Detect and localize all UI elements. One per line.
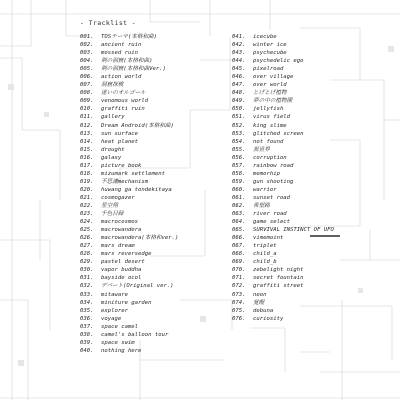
track-item xyxy=(232,178,334,186)
track-item xyxy=(80,170,178,178)
track-number: 071. xyxy=(232,275,246,282)
track-item xyxy=(232,242,334,250)
track-number: 038. xyxy=(80,331,94,338)
track-title: Dream Android(本格和曲) xyxy=(101,122,174,129)
track-item xyxy=(232,130,334,138)
track-title: action world xyxy=(101,74,142,81)
track-item xyxy=(232,73,334,81)
track-title: nothing here xyxy=(101,347,142,354)
track-title: miniture garden xyxy=(101,299,152,306)
track-title: corruption xyxy=(253,154,287,161)
track-title: mitaware xyxy=(101,291,128,298)
track-number: 025. xyxy=(80,227,94,234)
track-title: jellyfish xyxy=(253,106,284,113)
track-number: 022. xyxy=(80,202,94,209)
track-number: 016. xyxy=(80,154,94,161)
track-number: 026. xyxy=(80,235,94,242)
track-item xyxy=(232,194,334,202)
track-number: 049. xyxy=(232,98,246,105)
track-number: 019. xyxy=(80,178,94,185)
track-number: 039. xyxy=(80,339,94,346)
track-item xyxy=(80,226,178,234)
track-number: 054. xyxy=(232,138,246,145)
track-item xyxy=(80,105,178,113)
track-title: rainbow road xyxy=(253,162,294,169)
track-title: warrior xyxy=(253,186,277,193)
track-title: over village xyxy=(253,74,294,81)
track-title: triplet xyxy=(253,243,277,250)
track-title: gallery xyxy=(101,114,125,121)
track-title: graffiti street xyxy=(253,283,304,290)
track-item xyxy=(80,202,178,210)
track-title: sun surface xyxy=(101,130,139,137)
track-item xyxy=(232,218,334,226)
track-number: 046. xyxy=(232,74,246,81)
track-number: 052. xyxy=(232,122,246,129)
track-title: mizumark settlement xyxy=(101,170,165,177)
track-title: bayside ocol xyxy=(101,275,142,282)
track-number: 059. xyxy=(232,178,246,185)
track-number: 042. xyxy=(232,42,246,49)
track-title: huwang ga tondekitaya xyxy=(101,186,172,193)
track-title: neon xyxy=(253,291,267,298)
track-title: explorer xyxy=(101,307,128,314)
track-title: secret fountain xyxy=(253,275,304,282)
track-title: icecube xyxy=(253,34,277,40)
track-title: ancient ruin xyxy=(101,42,142,49)
track-title: macrowandera xyxy=(101,227,142,234)
track-item xyxy=(80,33,178,41)
track-item xyxy=(80,154,178,162)
track-title: macrowandera(本格和ver.) xyxy=(101,235,179,242)
track-item xyxy=(232,41,334,49)
track-item xyxy=(232,234,334,242)
track-number: 017. xyxy=(80,162,94,169)
track-number: 053. xyxy=(232,130,246,137)
track-item xyxy=(80,299,178,307)
track-number: 012. xyxy=(80,122,94,129)
track-number: 014. xyxy=(80,138,94,145)
track-title: sunset road xyxy=(253,194,291,201)
track-title: 迷いのオルゴール xyxy=(101,90,146,97)
track-number: 072. xyxy=(232,283,246,290)
track-item xyxy=(80,234,178,242)
track-item xyxy=(232,307,334,315)
track-item xyxy=(232,154,334,162)
track-number: 060. xyxy=(232,186,246,193)
track-number: 006. xyxy=(80,74,94,81)
tracklist-column-right xyxy=(232,33,334,323)
track-title: winter ice xyxy=(253,42,287,49)
track-title: child_a xyxy=(253,251,277,258)
track-item xyxy=(232,266,334,274)
track-number: 031. xyxy=(80,275,94,282)
track-item xyxy=(232,274,334,282)
track-item xyxy=(232,89,334,97)
track-item xyxy=(80,73,178,81)
track-item xyxy=(80,307,178,315)
track-number: 024. xyxy=(80,219,94,226)
track-item xyxy=(80,130,178,138)
track-item xyxy=(80,97,178,105)
track-item xyxy=(80,162,178,170)
track-number: 013. xyxy=(80,130,94,137)
track-title: 星空翔 xyxy=(101,202,118,209)
track-number: 005. xyxy=(80,66,94,73)
track-title: curiosity xyxy=(253,315,284,322)
track-title: 覚醒 xyxy=(253,299,265,306)
track-item xyxy=(80,242,178,250)
track-number: 069. xyxy=(232,259,246,266)
track-number: 037. xyxy=(80,323,94,330)
track-title: TOSテーマ(本格和曲) xyxy=(101,34,157,40)
track-number: 041. xyxy=(232,34,246,40)
track-number: 036. xyxy=(80,315,94,322)
track-number: 043. xyxy=(232,50,246,57)
track-title: camel's balloon tour xyxy=(101,331,169,338)
track-title: cosmogazer xyxy=(101,194,135,201)
track-item xyxy=(80,89,178,97)
track-title: space swim xyxy=(101,339,135,346)
track-item xyxy=(80,178,178,186)
track-number: 065. xyxy=(232,227,246,234)
track-number: 023. xyxy=(80,211,94,218)
track-item xyxy=(80,210,178,218)
track-number: 040. xyxy=(80,347,94,354)
track-title: vapor buddha xyxy=(101,267,142,274)
track-title: SURVIVAL INSTINCT OF UFO xyxy=(253,227,334,234)
track-number: 034. xyxy=(80,299,94,306)
track-item xyxy=(232,138,334,146)
track-title: とげとげ植物 xyxy=(253,90,287,97)
track-title: 剣の洞窟(本格和曲Ver.) xyxy=(101,66,166,73)
track-title: macrocosmos xyxy=(101,219,139,226)
tracklist-column-left xyxy=(80,33,178,355)
track-title: zebelight night xyxy=(253,267,304,274)
track-item xyxy=(232,122,334,130)
track-number: 007. xyxy=(80,82,94,89)
track-item xyxy=(232,57,334,65)
track-number: 066. xyxy=(232,235,246,242)
track-item xyxy=(232,282,334,290)
track-number: 027. xyxy=(80,243,94,250)
track-item xyxy=(232,65,334,73)
track-item xyxy=(80,49,178,57)
track-number: 051. xyxy=(232,114,246,121)
track-title: child_b xyxy=(253,259,277,266)
track-number: 030. xyxy=(80,267,94,274)
track-item xyxy=(232,315,334,323)
track-item xyxy=(232,258,334,266)
track-item xyxy=(80,81,178,89)
track-title: mars dream xyxy=(101,243,135,250)
track-title: psychedelic ego xyxy=(253,58,304,65)
track-number: 076. xyxy=(232,315,246,322)
track-item xyxy=(80,65,178,73)
track-item xyxy=(232,291,334,299)
track-title: 洞窟探検 xyxy=(101,82,124,89)
track-item xyxy=(232,170,334,178)
track-item xyxy=(80,258,178,266)
track-number: 033. xyxy=(80,291,94,298)
track-title: river road xyxy=(253,211,287,218)
track-number: 015. xyxy=(80,146,94,153)
track-title: venomous world xyxy=(101,98,149,105)
track-title: mars reversedge xyxy=(101,251,152,258)
track-item xyxy=(232,105,334,113)
track-title: 不思議mechanism xyxy=(101,178,149,185)
track-item xyxy=(80,347,178,355)
track-title: pastel desert xyxy=(101,259,145,266)
track-item xyxy=(80,218,178,226)
track-item xyxy=(232,250,334,258)
track-item xyxy=(80,57,178,65)
track-number: 063. xyxy=(232,211,246,218)
track-item xyxy=(80,113,178,121)
track-number: 064. xyxy=(232,219,246,226)
track-title: space camel xyxy=(101,323,139,330)
track-number: 061. xyxy=(232,194,246,201)
track-title: gun shooting xyxy=(253,178,294,185)
track-number: 047. xyxy=(232,82,246,89)
track-item xyxy=(80,194,178,202)
track-number: 003. xyxy=(80,50,94,57)
track-number: 074. xyxy=(232,299,246,306)
track-title: drought xyxy=(101,146,125,153)
track-title: 異世界 xyxy=(253,146,270,153)
track-item xyxy=(80,186,178,194)
track-item xyxy=(232,202,334,210)
track-title: game select xyxy=(253,219,291,226)
track-title: pixelroad xyxy=(253,66,284,73)
track-number: 045. xyxy=(232,66,246,73)
track-item xyxy=(80,250,178,258)
track-number: 073. xyxy=(232,291,246,298)
track-number: 011. xyxy=(80,114,94,121)
track-item xyxy=(232,33,334,41)
track-number: 009. xyxy=(80,98,94,105)
track-title: picture book xyxy=(101,162,142,169)
track-number: 058. xyxy=(232,170,246,177)
track-number: 002. xyxy=(80,42,94,49)
track-title: mossed ruin xyxy=(101,50,139,57)
track-item xyxy=(232,186,334,194)
track-number: 062. xyxy=(232,202,246,209)
track-item xyxy=(80,266,178,274)
track-title: 夢の中の植物園 xyxy=(253,98,293,105)
track-title: galaxy xyxy=(101,154,122,161)
track-item xyxy=(232,146,334,154)
track-title: debuna xyxy=(253,307,274,314)
track-number: 008. xyxy=(80,90,94,97)
track-number: 028. xyxy=(80,251,94,258)
track-number: 048. xyxy=(232,90,246,97)
track-title: not found xyxy=(253,138,284,145)
track-title: 希望路 xyxy=(253,202,270,209)
track-item xyxy=(80,274,178,282)
track-title: 剣の洞窟(本格和曲) xyxy=(101,58,153,65)
track-number: 044. xyxy=(232,58,246,65)
track-title: virus field xyxy=(253,114,291,121)
track-title: graffiti ruin xyxy=(101,106,145,113)
track-number: 035. xyxy=(80,307,94,314)
track-title: voyage xyxy=(101,315,122,322)
track-item xyxy=(232,113,334,121)
track-title: psychecube xyxy=(253,50,287,57)
track-item xyxy=(80,41,178,49)
track-number: 070. xyxy=(232,267,246,274)
track-item xyxy=(80,138,178,146)
track-item xyxy=(80,339,178,347)
track-item xyxy=(80,282,178,290)
track-item xyxy=(232,162,334,170)
track-title: 千色目録 xyxy=(101,211,124,218)
track-title: glitched screen xyxy=(253,130,304,137)
track-number: 001. xyxy=(80,34,94,40)
track-item xyxy=(80,331,178,339)
track-number: 010. xyxy=(80,106,94,113)
track-item xyxy=(232,226,334,234)
track-number: 075. xyxy=(232,307,246,314)
track-title: vimemoint xyxy=(253,235,284,242)
track-item xyxy=(232,49,334,57)
track-title: デパート(Original ver.) xyxy=(101,283,174,290)
track-item xyxy=(80,291,178,299)
track-title: memorhip xyxy=(253,170,280,177)
track-number: 020. xyxy=(80,186,94,193)
track-item xyxy=(232,210,334,218)
track-item xyxy=(80,146,178,154)
track-item xyxy=(80,122,178,130)
track-title: king slime xyxy=(253,122,287,129)
track-number: 050. xyxy=(232,106,246,113)
track-number: 029. xyxy=(80,259,94,266)
track-number: 032. xyxy=(80,283,94,290)
track-number: 057. xyxy=(232,162,246,169)
track-item xyxy=(80,323,178,331)
track-number: 067. xyxy=(232,243,246,250)
track-title: heat planet xyxy=(101,138,139,145)
track-number: 021. xyxy=(80,194,94,201)
track-title: over world xyxy=(253,82,287,89)
track-number: 056. xyxy=(232,154,246,161)
track-number: 004. xyxy=(80,58,94,65)
track-number: 055. xyxy=(232,146,246,153)
track-item xyxy=(232,97,334,105)
track-number: 068. xyxy=(232,251,246,258)
tracklist-title: - Tracklist - xyxy=(80,19,137,27)
track-number: 018. xyxy=(80,170,94,177)
track-item xyxy=(232,299,334,307)
track-item xyxy=(80,315,178,323)
track-item xyxy=(232,81,334,89)
